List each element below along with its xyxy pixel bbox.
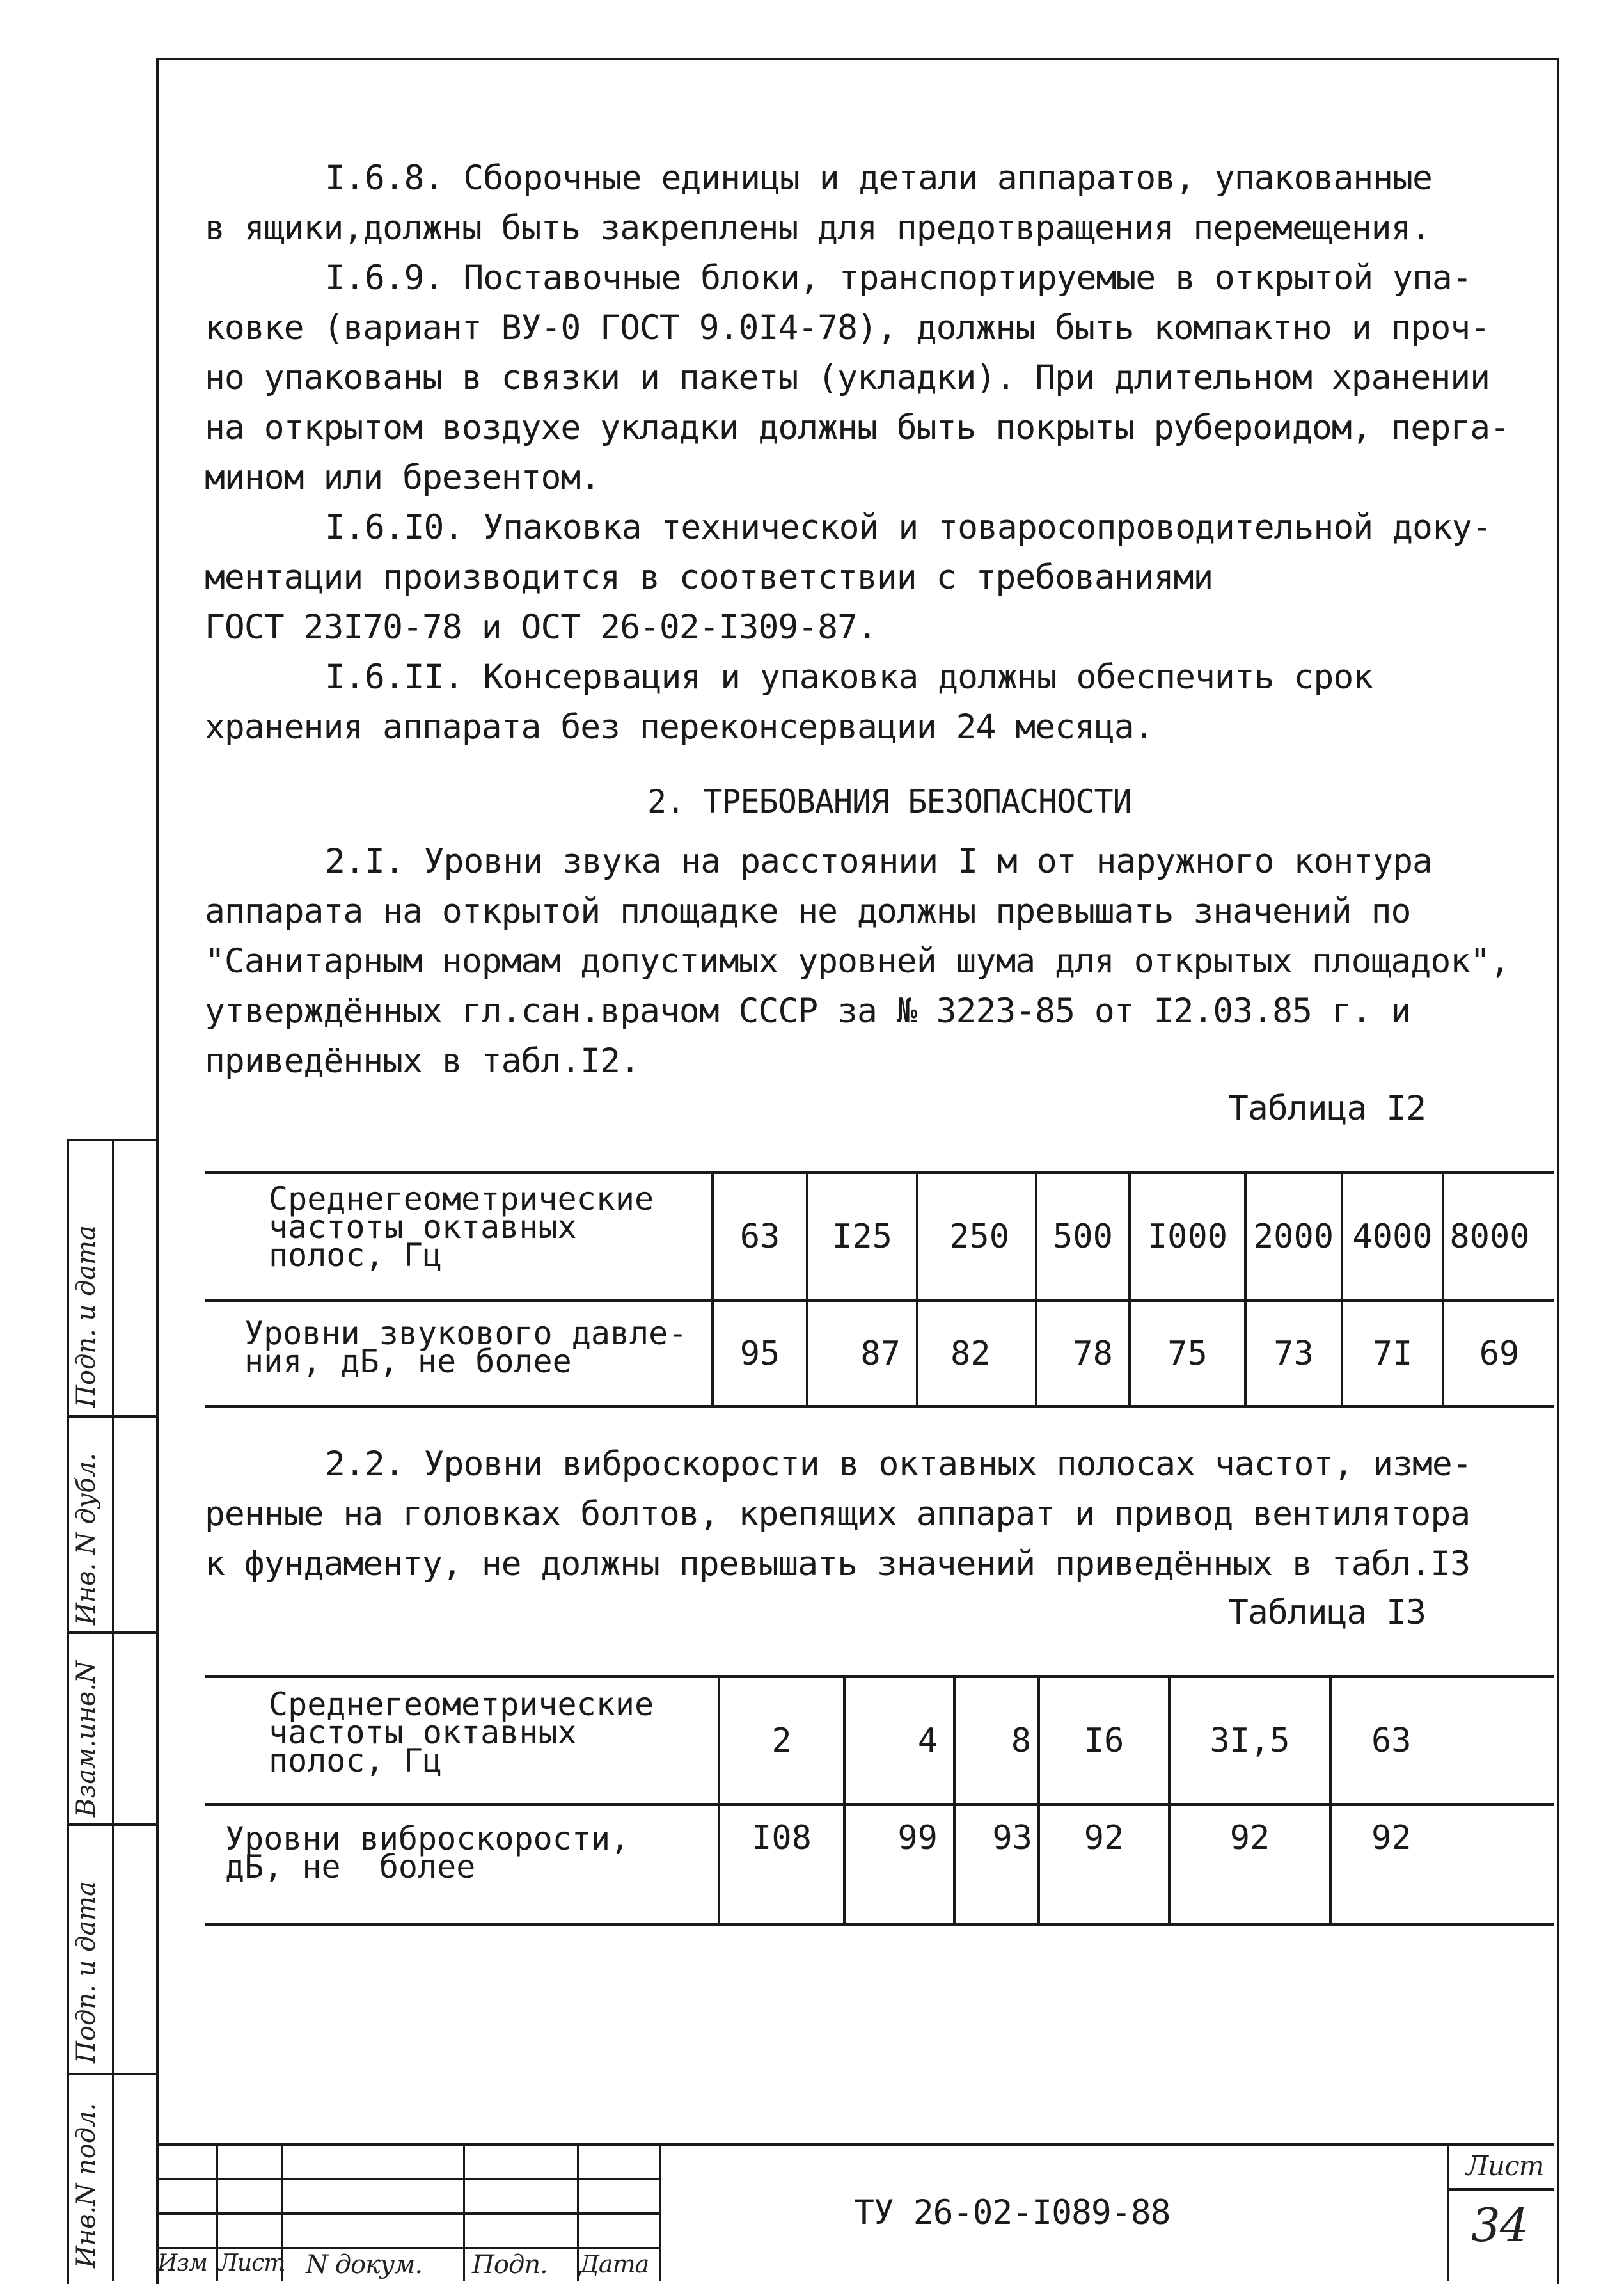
paragraph-line: I.6.II. Консервация и упаковка должны обеспечить срок [325,658,1373,697]
paragraph-line: ковке (вариант ВУ-0 ГОСТ 9.0I4-78), должны быть компактно и проч- [205,308,1490,347]
paragraph-line: I.6.9. Поставочные блоки, транспортируемые в открытой упа- [325,258,1472,297]
freq-cell: 2 [771,1721,792,1760]
stamp-col-line [1447,2143,1449,2281]
label-line: ния, дБ, не более [244,1343,572,1380]
paragraph-line: в ящики,должны быть закреплены для предотвращения перемещения. [205,209,1431,248]
paragraph-line: к фундаменту, не должны превышать значений приведённых в табл.I3 [205,1544,1470,1583]
side-label-replace-inv: Взам.инв.N [72,1660,101,1817]
stamp-col-date: Дата [579,2250,649,2278]
freq-cell: 250 [949,1217,1009,1256]
label-line: Среднегеометрические [269,1686,654,1723]
level-cell: I08 [752,1819,812,1857]
table-13-caption: Таблица I3 [1228,1593,1426,1632]
level-cell: 95 [739,1334,780,1373]
table-row-label [225,1820,630,1885]
stamp-col-sign: Подп. [472,2250,548,2280]
freq-cell: I000 [1147,1217,1228,1256]
side-label-sign-date-2: Подп. и дата [72,1881,101,2063]
label-line: полос, Гц [269,1742,442,1779]
section-title: 2. ТРЕБОВАНИЯ БЕЗОПАСНОСТИ [647,783,1131,820]
stamp-col-line [216,2143,218,2281]
level-cell: 75 [1167,1334,1208,1373]
label-line: Уровни виброскорости, [225,1820,630,1857]
freq-cell: 4000 [1352,1217,1433,1256]
side-label-sign-date: Подп. и дата [72,1225,101,1408]
table-12-caption: Таблица I2 [1228,1089,1426,1128]
stamp-row-line [156,2247,661,2249]
stamp-row-line [156,2212,661,2215]
paragraph-line: 2.2. Уровни виброскорости в октавных полосах частот, изме- [325,1445,1472,1484]
level-cell: 93 [992,1819,1032,1857]
stamp-col-izm: Изм [157,2250,207,2276]
freq-cell: I6 [1084,1721,1124,1760]
freq-cell: 63 [1371,1721,1412,1760]
side-divider [67,1823,156,1826]
paragraph-line: утверждённых гл.сан.врачом СССР за № 3223-85 от I2.03.85 г. и [205,992,1411,1031]
freq-cell: 2000 [1253,1217,1334,1256]
paragraph-line: I.6.I0. Упаковка технической и товаросопроводительной доку- [325,508,1492,547]
label-line: частоты октавных [269,1209,577,1246]
freq-cell: 3I,5 [1210,1721,1290,1760]
level-cell: 69 [1479,1334,1520,1373]
table-rule [205,1923,1554,1926]
label-line: дБ, не более [225,1848,476,1885]
level-cell: 99 [897,1819,938,1857]
side-divider [67,2073,156,2075]
paragraph-line: аппарата на открытой площадке не должны превышать значений по [205,892,1411,931]
paragraph-line: приведённых в табл.I2. [205,1042,640,1081]
side-column-line [112,1139,114,2281]
table-row-label [244,1315,688,1380]
stamp-row-line [1447,2188,1554,2191]
table-header-label [269,1686,654,1779]
freq-cell: 63 [739,1217,780,1256]
paragraph-line: ренные на головках болтов, крепящих аппарат и привод вентилятора [205,1495,1470,1534]
level-cell: 73 [1273,1334,1314,1373]
paragraph-line: ментации производится в соответствии с требованиями [205,558,1213,597]
paragraph-line: мином или брезентом. [205,458,601,497]
label-line: Уровни звукового давле- [244,1315,688,1352]
level-cell: 7I [1372,1334,1413,1373]
level-cell: 92 [1371,1819,1412,1857]
side-divider [67,1415,156,1418]
side-label-orig-inv: Инв.N подл. [72,2102,101,2268]
level-cell: 92 [1229,1819,1270,1857]
label-line: полос, Гц [269,1237,442,1274]
paragraph-line: хранения аппарата без переконсервации 24 месяца. [205,708,1154,747]
freq-cell: 8 [1011,1721,1031,1760]
freq-cell: 4 [917,1721,938,1760]
stamp-top-line [156,2143,1554,2146]
label-line: частоты октавных [269,1714,577,1751]
side-divider [67,1631,156,1634]
paragraph-line: на открытом воздухе укладки должны быть покрыты рубероидом, перга- [205,408,1510,447]
sheet-label: Лист [1466,2150,1544,2182]
paragraph-line: I.6.8. Сборочные единицы и детали аппаратов, упакованные [325,159,1432,198]
sheet-number: 34 [1471,2198,1529,2252]
level-cell: 78 [1073,1334,1113,1373]
stamp-col-line [659,2143,661,2281]
paragraph-line: 2.I. Уровни звука на расстоянии I м от наружного контура [325,842,1432,881]
paragraph-line: "Санитарным нормам допустимых уровней шума для открытых площадок", [205,942,1510,981]
stamp-col-line [463,2143,465,2281]
stamp-row-line [156,2178,661,2180]
freq-cell: 500 [1053,1217,1113,1256]
document-code: ТУ 26-02-I089-88 [854,2193,1171,2232]
table-header-label [269,1180,654,1274]
label-line: Среднегеометрические [269,1180,654,1217]
stamp-col-line [577,2143,579,2281]
stamp-col-doc: N докум. [306,2250,423,2280]
level-cell: 87 [860,1334,901,1373]
freq-cell: 8000 [1449,1217,1530,1256]
level-cell: 92 [1084,1819,1124,1857]
side-label-dupl-inv: Инв. N дубл. [72,1453,101,1625]
freq-cell: I25 [832,1217,892,1256]
stamp-col-list: Лист [219,2250,285,2276]
table-rule [205,1405,1554,1408]
level-cell: 82 [950,1334,991,1373]
paragraph-line: ГОСТ 23I70-78 и ОСТ 26-02-I309-87. [205,608,877,647]
paragraph-line: но упакованы в связки и пакеты (укладки). При длительном хранении [205,358,1490,397]
